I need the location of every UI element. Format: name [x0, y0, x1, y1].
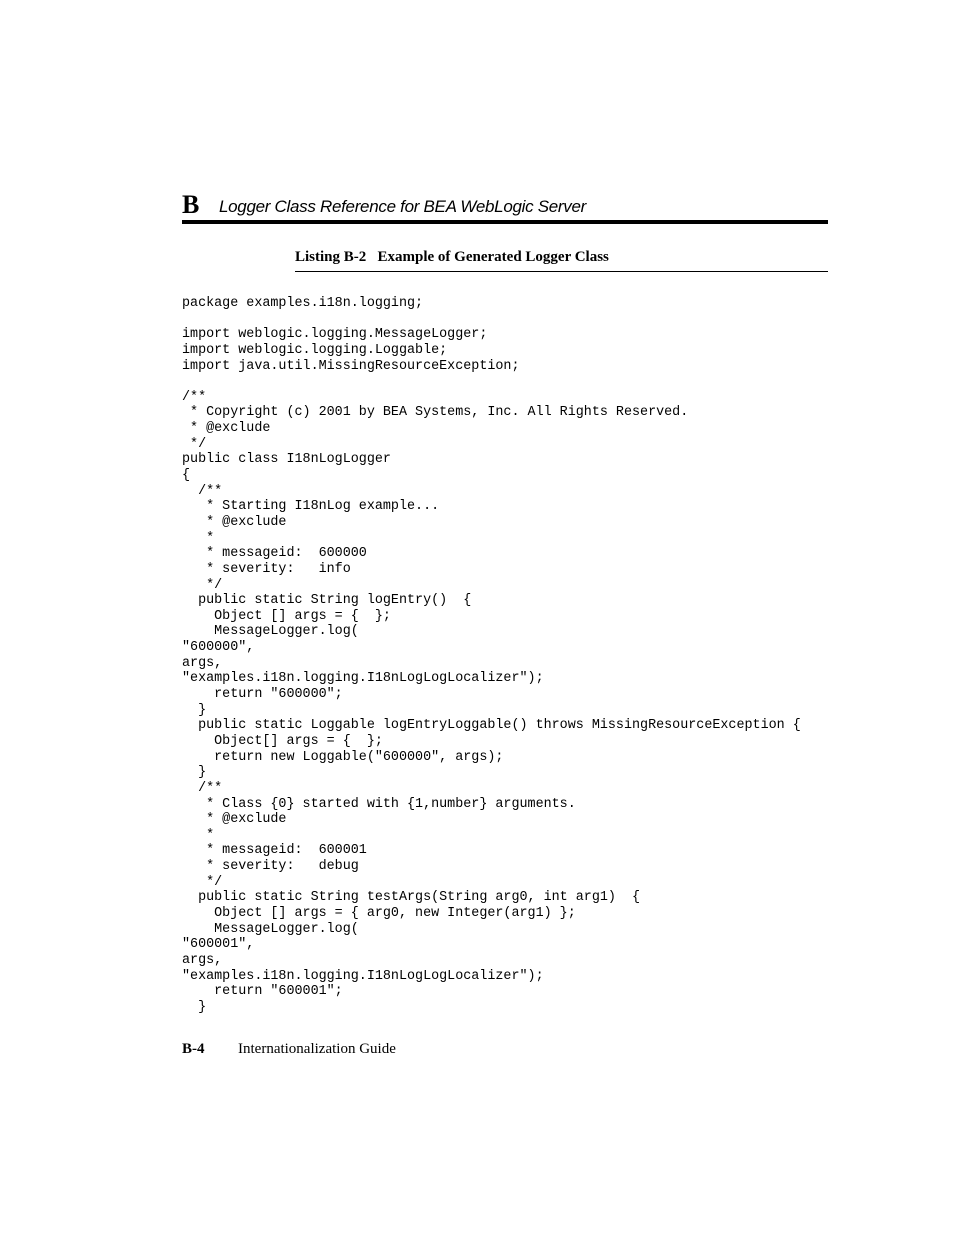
code-line: * Copyright (c) 2001 by BEA Systems, Inc. All Rights Reserved.	[182, 405, 689, 421]
code-line: * messageid: 600001	[182, 843, 367, 859]
code-line: * @exclude	[182, 812, 287, 828]
code-line: */	[182, 874, 223, 890]
code-line: import java.util.MissingResourceException;	[182, 358, 520, 374]
code-line: * messageid: 600000	[182, 546, 367, 562]
code-line: */	[182, 436, 207, 452]
code-line: "examples.i18n.logging.I18nLogLogLocalizer");	[182, 671, 544, 687]
code-line: public static String logEntry() {	[182, 593, 472, 609]
code-line: /**	[182, 483, 223, 499]
code-line: * severity: debug	[182, 859, 359, 875]
code-line: args,	[182, 952, 223, 968]
code-line: Object [] args = { arg0, new Integer(arg1) };	[182, 905, 576, 921]
code-line: package examples.i18n.logging;	[182, 296, 424, 311]
code-line: Object [] args = { };	[182, 608, 391, 624]
code-line: *	[182, 827, 215, 843]
code-line: "600000",	[182, 640, 255, 656]
code-line: {	[182, 468, 191, 484]
code-line: return new Loggable("600000", args);	[182, 749, 504, 765]
code-line: import weblogic.logging.Loggable;	[182, 342, 448, 358]
code-line	[182, 374, 801, 390]
code-line: return "600001";	[182, 984, 343, 1000]
code-line: * @exclude	[182, 421, 271, 437]
code-line: }	[182, 999, 207, 1015]
code-line: Object[] args = { };	[182, 733, 383, 749]
chapter-title: Logger Class Reference for BEA WebLogic Server	[219, 197, 586, 216]
code-line: * Starting I18nLog example...	[182, 499, 440, 515]
code-line: /**	[182, 389, 207, 405]
code-line: /**	[182, 780, 223, 796]
code-line: public static Loggable logEntryLoggable() throws MissingResourceException {	[182, 718, 801, 734]
code-line: "examples.i18n.logging.I18nLogLogLocalizer");	[182, 968, 544, 984]
code-line: MessageLogger.log(	[182, 624, 359, 640]
code-line: import weblogic.logging.MessageLogger;	[182, 327, 488, 343]
code-line: */	[182, 577, 223, 593]
header-rule	[182, 220, 828, 224]
page-header	[182, 190, 828, 220]
code-line: "600001",	[182, 937, 255, 953]
code-line: }	[182, 765, 207, 781]
code-line: *	[182, 530, 215, 546]
code-line: * Class {0} started with {1,number} arguments.	[182, 796, 576, 812]
code-line	[182, 312, 801, 328]
code-line: public class I18nLogLogger	[182, 452, 391, 468]
code-line: }	[182, 702, 207, 718]
code-line: public static String testArgs(String arg0, int arg1) {	[182, 890, 641, 906]
listing-caption: Listing B-2 Example of Generated Logger Class	[295, 249, 609, 265]
chapter-letter: B	[182, 190, 200, 219]
code-line: MessageLogger.log(	[182, 921, 359, 937]
page-number: B-4	[182, 1041, 205, 1057]
code-line: * severity: info	[182, 561, 351, 577]
book-title: Internationalization Guide	[238, 1041, 396, 1057]
code-line: * @exclude	[182, 514, 287, 530]
code-listing	[182, 296, 801, 1015]
caption-rule	[295, 271, 828, 272]
code-line: return "600000";	[182, 687, 343, 703]
code-line: args,	[182, 655, 223, 671]
